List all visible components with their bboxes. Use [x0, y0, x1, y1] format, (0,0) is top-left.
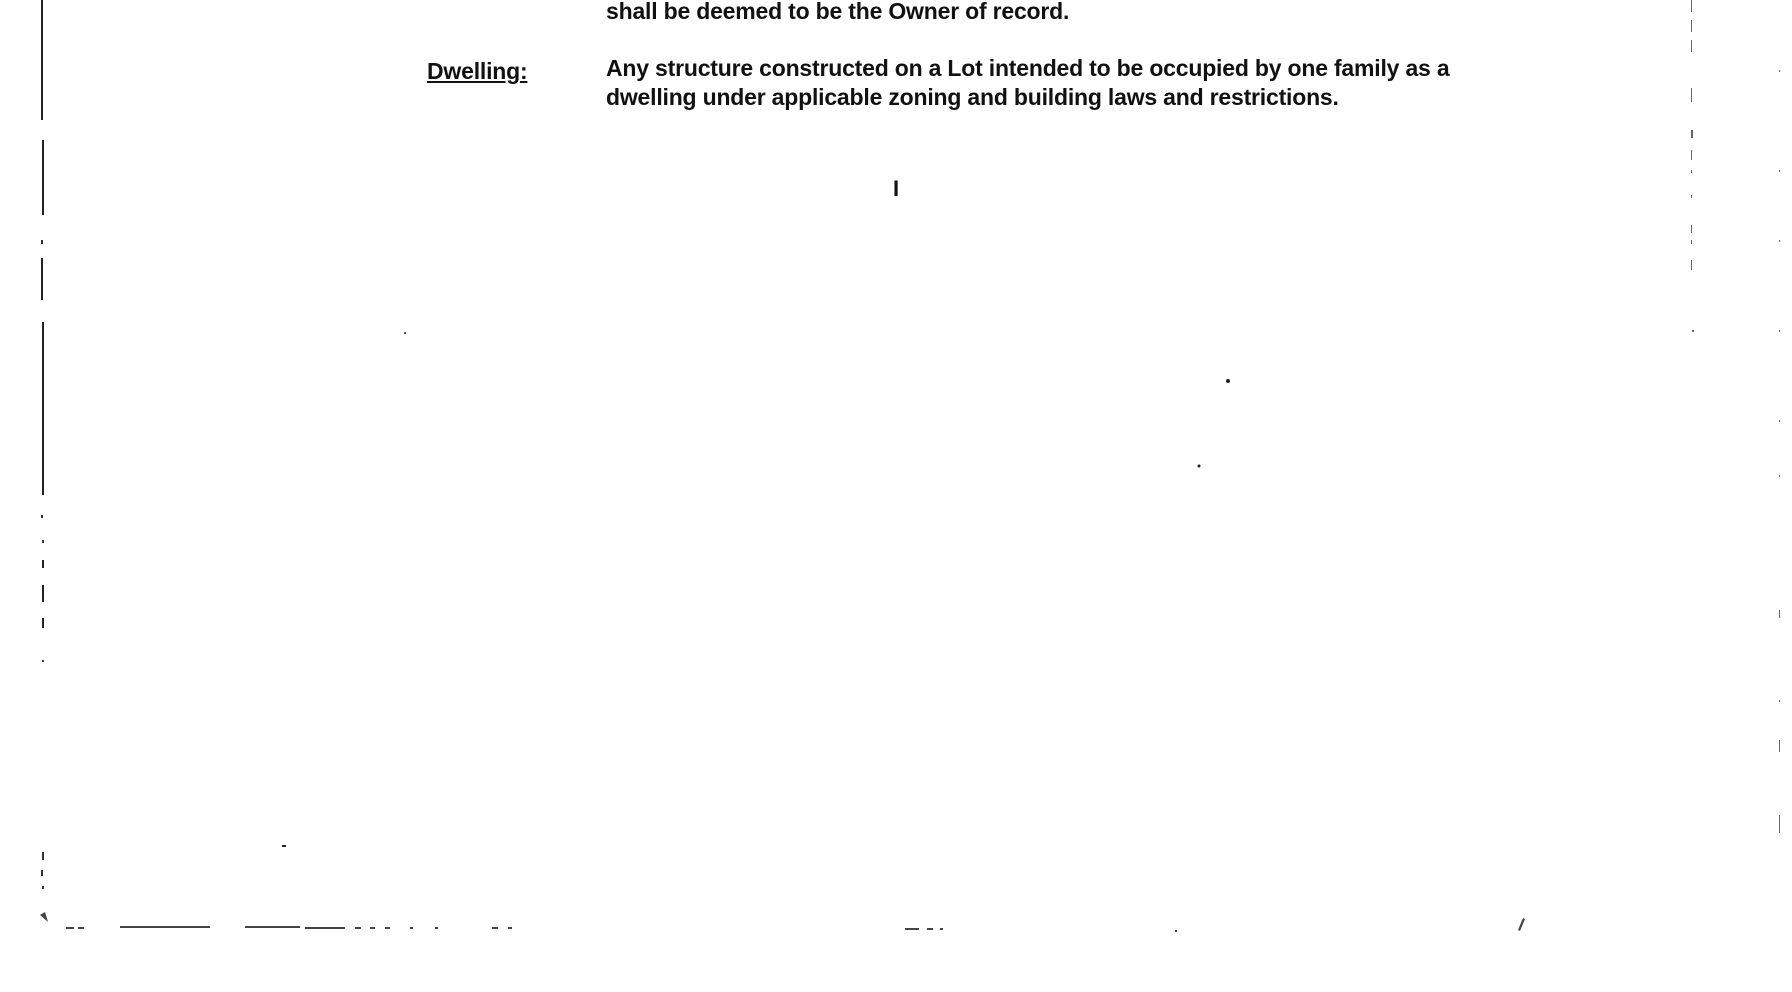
continued-paragraph-text: shall be deemed to be the Owner of record.: [606, 0, 1070, 24]
definition-term-dwelling: Dwelling:: [427, 58, 528, 84]
definition-line: Any structure constructed on a Lot intended to be occupied by one family as a: [606, 55, 1450, 81]
page-number-mark: I: [893, 176, 900, 201]
definition-body-dwelling: [606, 54, 1449, 112]
definition-line: dwelling under applicable zoning and building laws and restrictions.: [606, 84, 1339, 110]
